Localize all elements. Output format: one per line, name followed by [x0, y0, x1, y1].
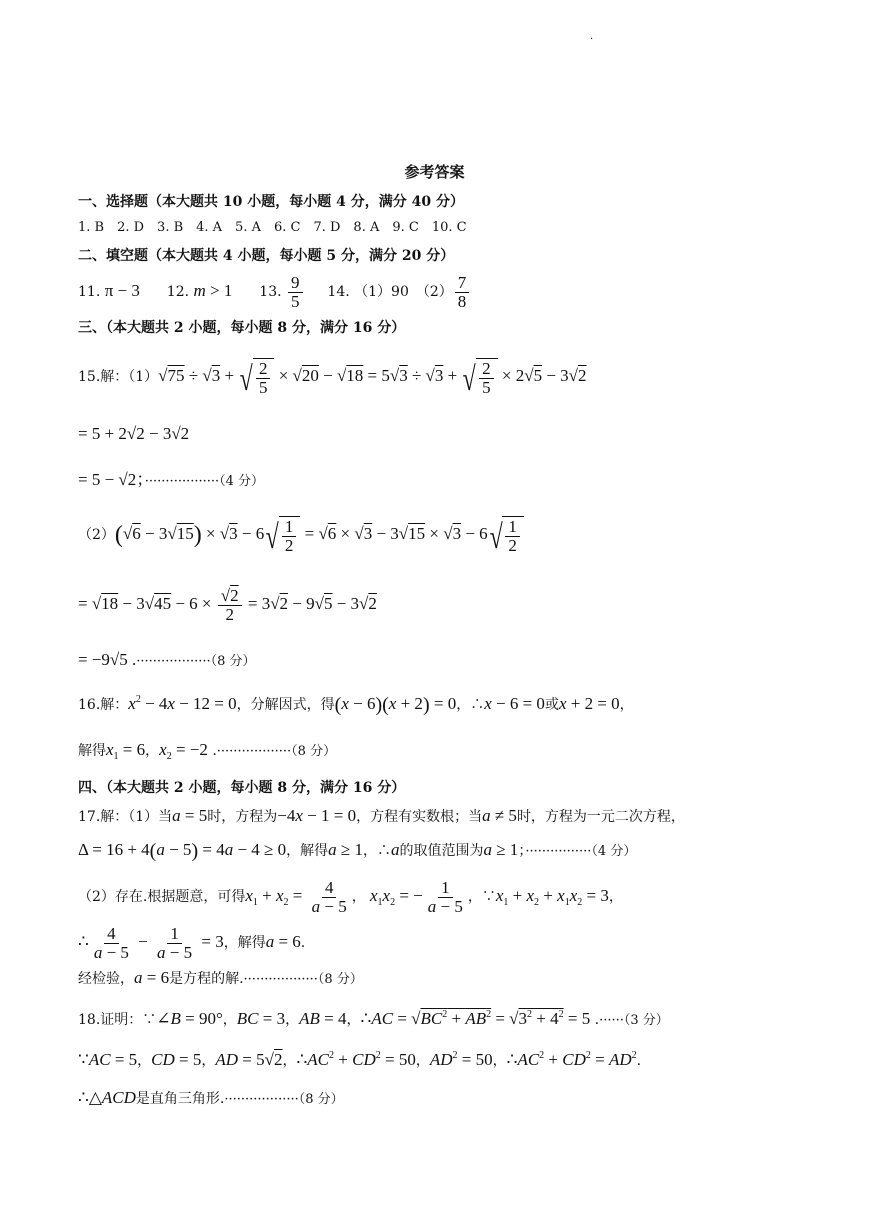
q16-label: 16.解： — [78, 697, 129, 713]
q15-part2-line2: = √18 − 3√45 − 6 × $\frac{√2}{2}$ = 3√2 − 9√5 − 3√2 — [78, 585, 377, 624]
q15-score1: ··················（4 分） — [144, 474, 265, 489]
q13-label: 13. — [259, 284, 287, 300]
q13-fraction: $\frac{9}{5}$ — [288, 274, 303, 311]
section1-heading: 一、选择题（本大题共 10 小题，每小题 4 分，满分 40 分） — [78, 194, 464, 210]
section1-answers: 1. B 2. D 3. B 4. A 5. A 6. C 7. D 8. A 9. C 10. C — [78, 220, 467, 235]
q12-label: 12. — [166, 284, 194, 300]
q16-score: ··················（8 分） — [216, 744, 337, 759]
q15-part2-line3: = −9√5 .··················（8 分） — [78, 650, 256, 669]
q17-score2: ··················（8 分） — [243, 972, 363, 987]
q15-label: 15.解：（1） — [78, 369, 159, 385]
q17-part2-line1: （2）存在.根据题意，可得$x_1 + x_2$ = $\frac{4}{a - 5}$ ， $x_1x_2$ = − $\frac{1}{a - 5}$ ，$\because x_1 + x_2 + x_1x_2 = 3$， — [78, 877, 623, 916]
q15-expression: √75 ÷ √3 + √ 2 5 × √20 − √18 = 5√3 ÷ √3 + √ 2 5 × 2√5 − 3√2 — [158, 358, 587, 398]
q17-part2-line2: ∴ $\frac{4}{a - 5}$ − $\frac{1}{a - 5}$ = 3，解得a = 6. — [78, 923, 306, 962]
page-title: 参考答案 — [404, 163, 465, 181]
page-dot: · — [590, 34, 594, 45]
section4-heading: 四、（本大题共 2 小题，每小题 8 分，满分 16 分） — [78, 780, 406, 796]
q17-check-line: 经检验，a = 6是方程的解.··················（8 分） — [78, 968, 363, 987]
q15-step2: = 5 + 2√2 − 3√2 — [78, 424, 190, 443]
q14-label: 14. （1）90 （2） — [327, 284, 453, 300]
q18-score2: ··················（8 分） — [224, 1092, 344, 1107]
q16-line1: 16.解：$x^2 - 4x - 12 = 0$，分解因式，得(x − 6)(x + 2) = 0，∴x − 6 = 0或x + 2 = 0， — [78, 694, 634, 717]
q15-part2-label: （2） — [78, 527, 115, 543]
q14-fraction: $\frac{7}{8}$ — [455, 274, 470, 311]
q18-score1: ······（3 分） — [599, 1013, 669, 1028]
q12-rest: > 1 — [205, 281, 233, 300]
section2-answers — [78, 270, 471, 313]
q15-part2-expression: (√6 − 3√15) × √3 − 6 √ 1 2 = √6 × √3 − 3√15 × √3 − 6 √ 1 2 — [115, 524, 524, 543]
q15-step3: = 5 − √2；··················（4 分） — [78, 470, 265, 489]
q15-score2: ··················（8 分） — [136, 654, 256, 669]
q17-score1: ················（4 分） — [525, 844, 637, 859]
section2-heading: 二、填空题（本大题共 4 小题，每小题 5 分，满分 20 分） — [78, 248, 455, 264]
q12-var: m — [193, 281, 206, 300]
q11-label: 11. — [78, 284, 105, 300]
q15-part2-line1 — [78, 510, 524, 559]
q18-line3: ∴△ACD是直角三角形.··················（8 分） — [78, 1088, 344, 1107]
q18-line1: 18.证明：∵∠B = 90°，BC = 3，AB = 4，∴AC = $√BC^2 + AB^2 = √3^2 + 4^2 = 5$ .······（3 分） — [78, 1009, 669, 1028]
section3-heading: 三、（本大题共 2 小题，每小题 8 分，满分 16 分） — [78, 320, 406, 336]
q16-line2: 解得$x_1 = 6$，$x_2 = -2$ .··················（8 分） — [78, 740, 337, 762]
q18-line2: ∵AC = 5，CD = 5，AD = 5√2，$\therefore AC^2 + CD^2 = 50$，$AD^2 = 50$，$\therefore AC^2 + CD^2 = AD^2$. — [78, 1050, 642, 1069]
q17-line2: Δ = 16 + 4(a − 5) = 4a − 4 ≥ 0，解得a ≥ 1，∴a的取值范围为a ≥ 1；················（4 分） — [78, 840, 637, 863]
q17-line1: 17.解：（1）当a = 5时，方程为−4x − 1 = 0，方程有实数根；当a ≠ 5时，方程为一元二次方程， — [78, 806, 685, 825]
q11-answer: π − 3 — [104, 281, 140, 300]
q15-part1-line1 — [78, 352, 587, 401]
